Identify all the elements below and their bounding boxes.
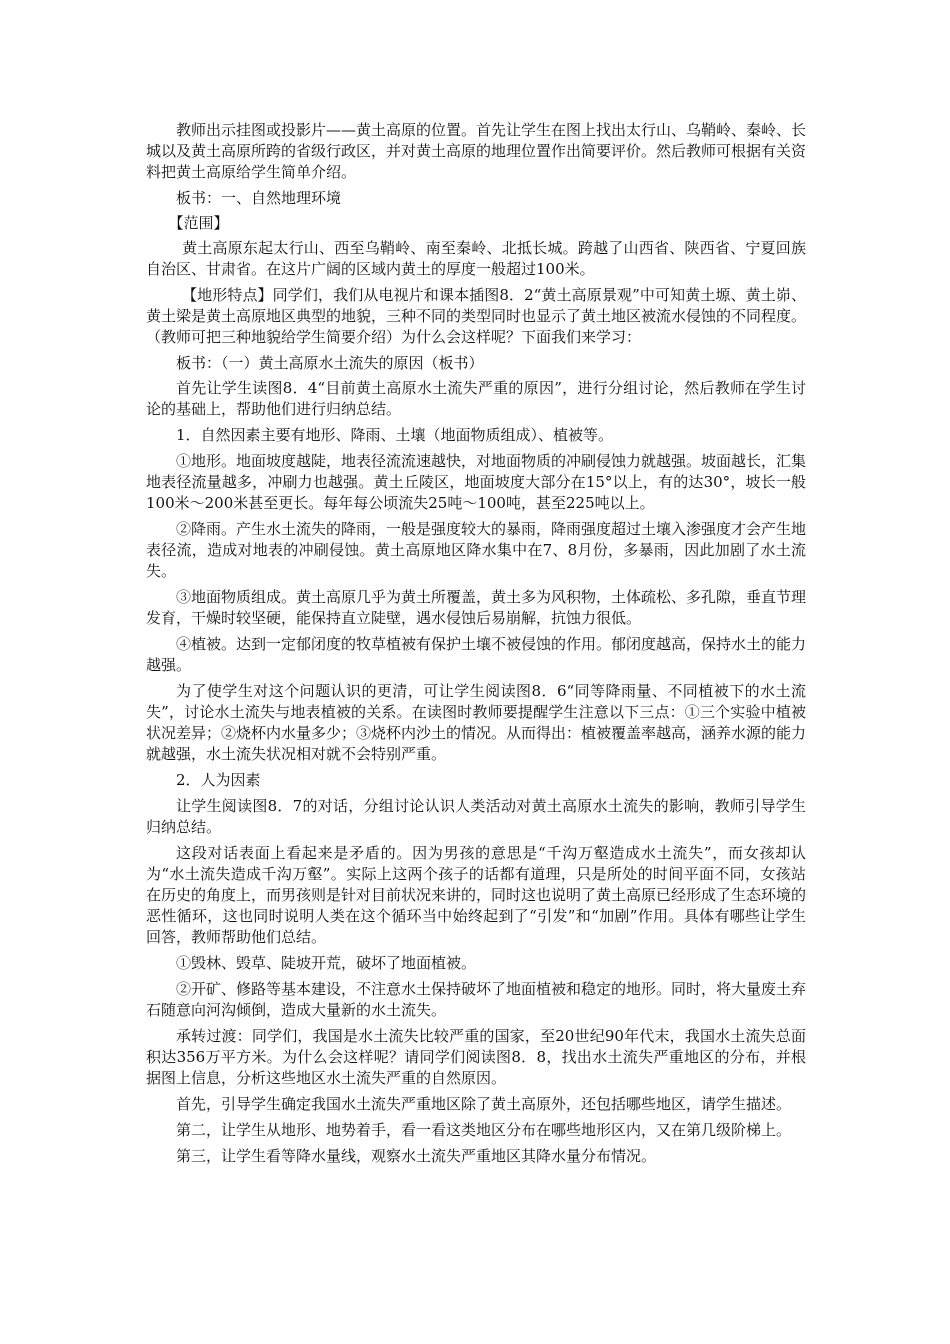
paragraph-dialogue: 这段对话表面上看起来是矛盾的。因为男孩的意思是“千沟万壑造成水土流失”，而女孩却认为“水土流失造成千沟万壑”。实际上这两个孩子的话都有道理，只是所处的时间平面不同，女孩站在历史的角度上，而男孩则是针对目前状况来讲的，同时这也说明了黄土高原已经形成了生态环境的恶性循环，这也同时说明人类在这个循环当中始终起到了“引发”和“加剧”作用。具体有哪些让学生回答，教师帮助他们总结。: [146, 844, 807, 946]
paragraph-ground-material: ③地面物质组成。黄土高原几乎为黄土所覆盖，黄土多为风积物，土体疏松、多孔隙，垂直节理发育，干燥时较坚硬，能保持直立陡壁，遇水侵蚀后易崩解，抗蚀力很低。: [146, 588, 807, 627]
paragraph-vegetation: ④植被。达到一定郁闭度的牧草植被有保护土壤不被侵蚀的作用。郁闭度越高，保持水土的能力越强。: [146, 635, 807, 674]
paragraph-deforestation: ①毁林、毁草、陡坡开荒，破坏了地面植被。: [176, 954, 477, 972]
paragraph-figure-8-7: 让学生阅读图8．7的对话，分组讨论认识人类活动对黄土高原水土流失的影响，教师引导学生归纳总结。: [146, 797, 806, 836]
paragraph-intro: 教师出示挂图或投影片——黄土高原的位置。首先让学生在图上找出太行山、乌鞘岭、秦岭、长城以及黄土高原所跨的省级行政区，并对黄土高原的地理位置作出简要评价。然后教师可根据有关资料把黄土高原给学生简单介绍。: [146, 121, 807, 181]
paragraph-scope: 黄土高原东起太行山、西至乌鞘岭、南至秦岭、北抵长城。跨越了山西省、陕西省、宁夏回族自治区、甘肃省。在这片广阔的区域内黄土的厚度一般超过100米。: [146, 239, 806, 278]
paragraph-transition: 承转过渡：同学们，我国是水土流失比较严重的国家，至20世纪90年代末，我国水土流失总面积达356万平方米。为什么会这样呢？请同学们阅读图8．8，找出水土流失严重地区的分布，并根据图上信息，分析这些地区水土流失严重的自然原因。: [146, 1027, 806, 1087]
paragraph-first: 首先，引导学生确定我国水土流失严重地区除了黄土高原外，还包括哪些地区，请学生描述。: [176, 1095, 792, 1113]
paragraph-terrain: 【地形特点】同学们，我们从电视片和课本插图8．2“黄土高原景观”中可知黄土塬、黄土峁、黄土梁是黄土高原地区典型的地貌，三种不同的类型同时也显示了黄土地区被流水侵蚀的不同程度。（教师可把三种地貌给学生简要介绍）为什么会这样呢？下面我们来学习：: [146, 286, 807, 346]
paragraph-construction: ②开矿、修路等基本建设，不注意水土保持破坏了地面植被和稳定的地形。同时，将大量废土弃石随意向河沟倾倒，造成大量新的水土流失。: [146, 980, 807, 1019]
paragraph-third: 第三，让学生看等降水量线，观察水土流失严重地区其降水量分布情况。: [176, 1147, 657, 1165]
document-page: [146, 120, 806, 1172]
paragraph-human-factors: 2．人为因素: [176, 771, 261, 789]
section-label-scope: 【范围】: [168, 214, 229, 232]
paragraph-landform: ①地形。地面坡度越陡，地表径流流速越快，对地面物质的冲刷侵蚀力就越强。坡面越长，汇集地表径流量越多，冲刷力也越强。黄土丘陵区，地面坡度大部分在15°以上，有的达30°，坡长一般100米～200米甚至更长。每年每公顷流失25吨～100吨，甚至225吨以上。: [146, 452, 807, 512]
board-heading-natural-environment: 板书：一、自然地理环境: [176, 189, 342, 207]
paragraph-natural-factors: 1．自然因素主要有地形、降雨、土壤（地面物质组成）、植被等。: [176, 426, 614, 444]
board-heading-erosion-causes: 板书：（一）黄土高原水土流失的原因（板书）: [176, 354, 484, 372]
paragraph-rainfall: ②降雨。产生水土流失的降雨，一般是强度较大的暴雨，降雨强度超过土壤入渗强度才会产生地表径流，造成对地表的冲刷侵蚀。黄土高原地区降水集中在7、8月份，多暴雨，因此加剧了水土流失。: [146, 520, 807, 580]
paragraph-read-figure-8-4: 首先让学生读图8．4“目前黄土高原水土流失严重的原因”，进行分组讨论，然后教师在学生讨论的基础上，帮助他们进行归纳总结。: [146, 379, 806, 418]
paragraph-figure-8-6: 为了使学生对这个问题认识的更清，可让学生阅读图8．6“同等降雨量、不同植被下的水土流失”，讨论水土流失与地表植被的关系。在读图时教师要提醒学生注意以下三点：①三个实验中植被状况差异；②烧杯内水量多少；③烧杯内沙土的情况。从而得出：植被覆盖率越高，涵养水源的能力就越强，水土流失状况相对就不会特别严重。: [146, 682, 807, 763]
paragraph-second: 第二，让学生从地形、地势着手，看一看这类地区分布在哪些地形区内，又在第几级阶梯上。: [176, 1121, 792, 1139]
